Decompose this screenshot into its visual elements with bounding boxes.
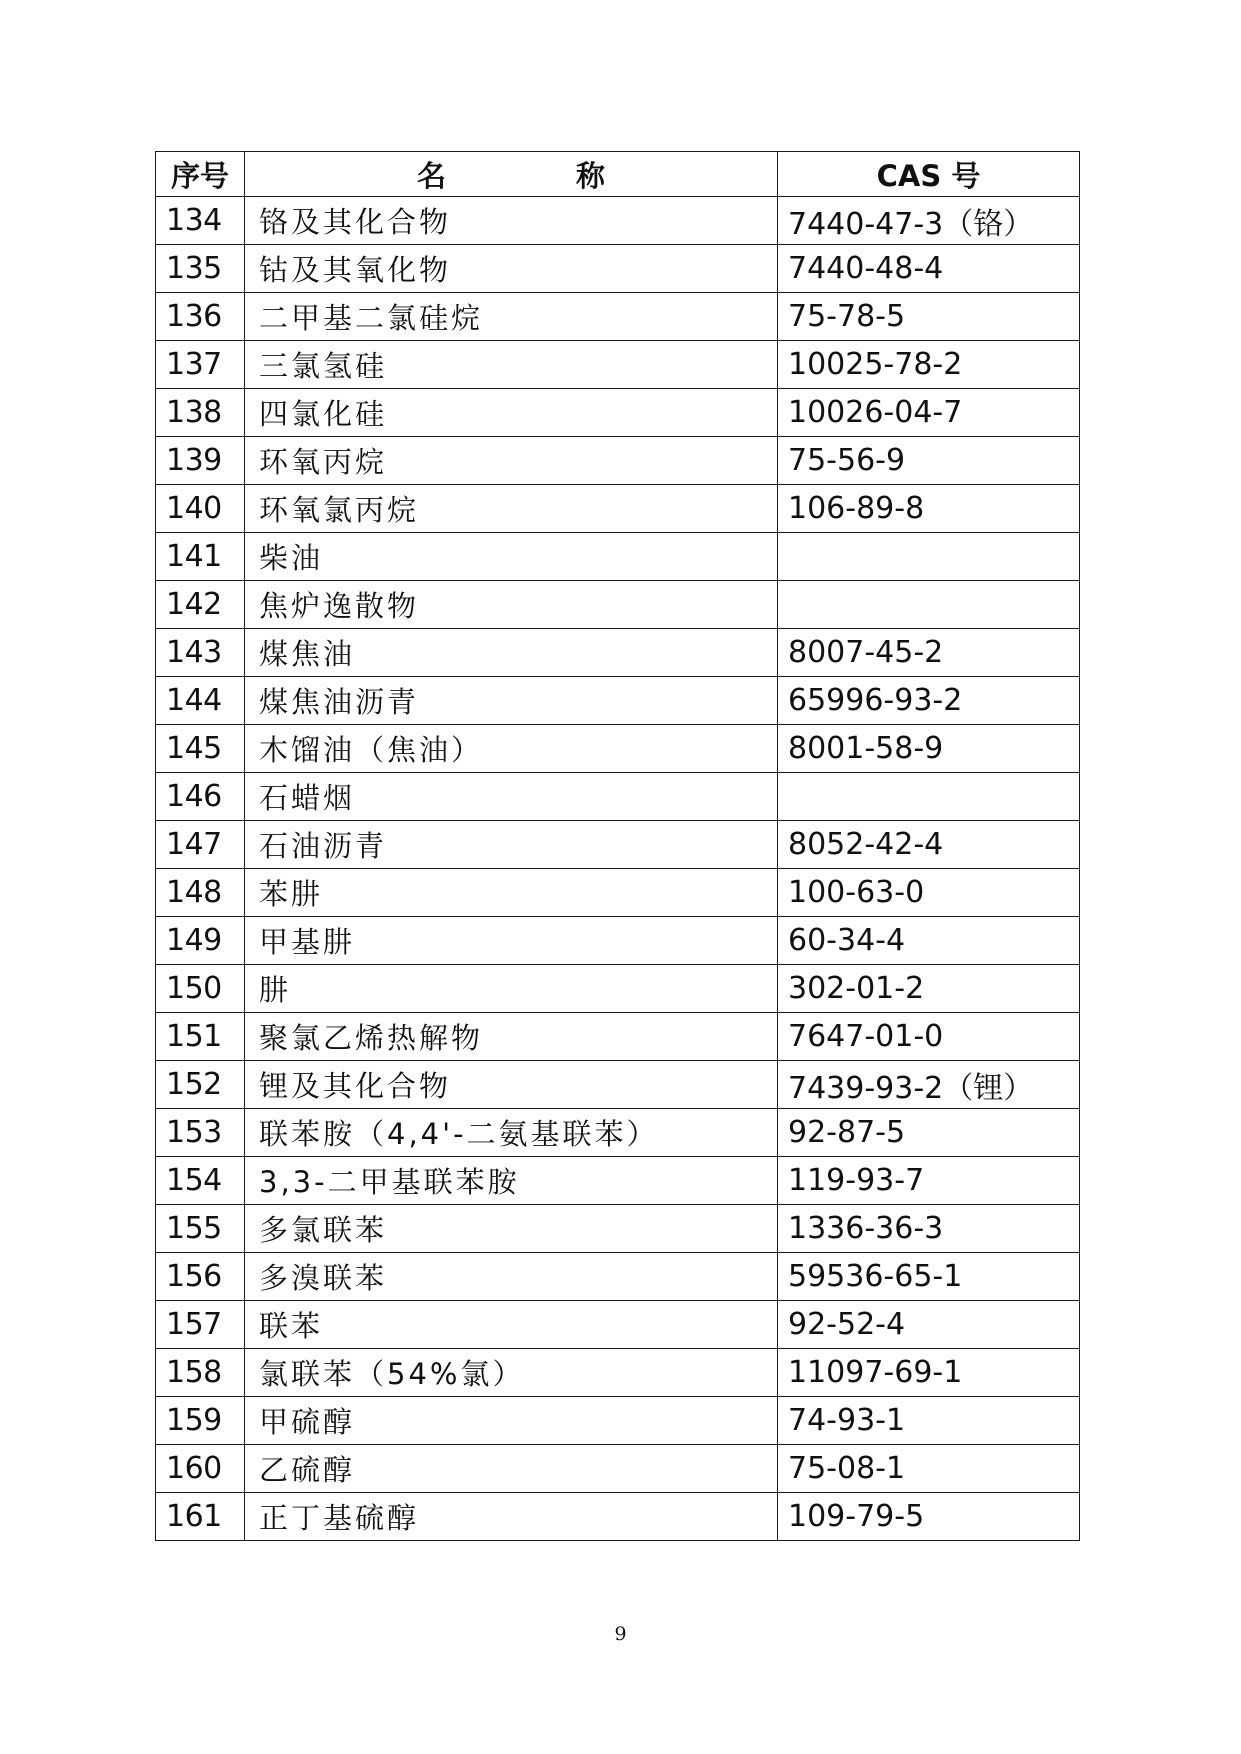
serial-number-cell: 153	[156, 1109, 245, 1157]
cas-number-cell	[778, 533, 1080, 581]
substance-name-cell: 钴及其氧化物	[245, 245, 778, 293]
table-row	[156, 821, 1080, 869]
cas-number-cell: 10026-04-7	[778, 389, 1080, 437]
table-row	[156, 1157, 1080, 1205]
cas-number-cell	[778, 773, 1080, 821]
serial-number-cell: 142	[156, 581, 245, 629]
substance-name-cell: 柴油	[245, 533, 778, 581]
cas-number-cell: 10025-78-2	[778, 341, 1080, 389]
cas-number-cell: 7647-01-0	[778, 1013, 1080, 1061]
serial-number-cell: 158	[156, 1349, 245, 1397]
substance-name-cell: 联苯	[245, 1301, 778, 1349]
table-row	[156, 869, 1080, 917]
table-row	[156, 1445, 1080, 1493]
cas-number-cell: 106-89-8	[778, 485, 1080, 533]
serial-number-cell: 149	[156, 917, 245, 965]
substance-name-cell: 3,3-二甲基联苯胺	[245, 1157, 778, 1205]
substance-name-cell: 煤焦油	[245, 629, 778, 677]
serial-number-cell: 139	[156, 437, 245, 485]
table-row	[156, 917, 1080, 965]
substance-name-cell: 铬及其化合物	[245, 197, 778, 245]
substance-name-cell: 乙硫醇	[245, 1445, 778, 1493]
table-row	[156, 533, 1080, 581]
cas-number-cell: 59536-65-1	[778, 1253, 1080, 1301]
substance-name-cell: 锂及其化合物	[245, 1061, 778, 1109]
table-row	[156, 725, 1080, 773]
cas-number-cell: 119-93-7	[778, 1157, 1080, 1205]
serial-number-cell: 150	[156, 965, 245, 1013]
cas-number-cell: 1336-36-3	[778, 1205, 1080, 1253]
cas-number-cell: 75-08-1	[778, 1445, 1080, 1493]
serial-number-cell: 143	[156, 629, 245, 677]
substance-name-cell: 石蜡烟	[245, 773, 778, 821]
substance-name-cell: 联苯胺（4,4'-二氨基联苯）	[245, 1109, 778, 1157]
substance-name-cell: 氯联苯（54%氯）	[245, 1349, 778, 1397]
serial-number-cell: 138	[156, 389, 245, 437]
cas-number-cell: 7440-48-4	[778, 245, 1080, 293]
substance-name-cell: 多溴联苯	[245, 1253, 778, 1301]
cas-number-cell: 109-79-5	[778, 1493, 1080, 1541]
cas-number-cell: 65996-93-2	[778, 677, 1080, 725]
substance-name-cell: 苯肼	[245, 869, 778, 917]
cas-number-cell: 8007-45-2	[778, 629, 1080, 677]
serial-number-cell: 161	[156, 1493, 245, 1541]
serial-number-cell: 156	[156, 1253, 245, 1301]
serial-number-cell: 140	[156, 485, 245, 533]
table-row	[156, 677, 1080, 725]
table-row	[156, 293, 1080, 341]
table-row	[156, 965, 1080, 1013]
table-row	[156, 245, 1080, 293]
cas-number-cell: 92-87-5	[778, 1109, 1080, 1157]
substance-name-cell: 正丁基硫醇	[245, 1493, 778, 1541]
table-row	[156, 581, 1080, 629]
table-row	[156, 1205, 1080, 1253]
substance-name-cell: 三氯氢硅	[245, 341, 778, 389]
serial-number-cell: 145	[156, 725, 245, 773]
substance-name-cell: 甲基肼	[245, 917, 778, 965]
cas-number-cell: 11097-69-1	[778, 1349, 1080, 1397]
serial-number-cell: 146	[156, 773, 245, 821]
table-row	[156, 1349, 1080, 1397]
table-row	[156, 1493, 1080, 1541]
table-row	[156, 1301, 1080, 1349]
substance-name-cell: 多氯联苯	[245, 1205, 778, 1253]
substance-name-cell: 环氧丙烷	[245, 437, 778, 485]
substance-name-cell: 聚氯乙烯热解物	[245, 1013, 778, 1061]
serial-number-cell: 154	[156, 1157, 245, 1205]
table-row	[156, 1253, 1080, 1301]
serial-number-cell: 155	[156, 1205, 245, 1253]
table-row	[156, 1109, 1080, 1157]
cas-number-cell	[778, 581, 1080, 629]
table-header-row	[156, 152, 1080, 197]
table-row	[156, 1061, 1080, 1109]
serial-number-cell: 152	[156, 1061, 245, 1109]
substance-name-cell: 环氧氯丙烷	[245, 485, 778, 533]
cas-number-cell: 74-93-1	[778, 1397, 1080, 1445]
cas-number-cell: 60-34-4	[778, 917, 1080, 965]
cas-number-cell: 75-78-5	[778, 293, 1080, 341]
chemical-table	[155, 151, 1080, 1541]
substance-name-cell: 肼	[245, 965, 778, 1013]
table-row	[156, 485, 1080, 533]
cas-number-cell: 8001-58-9	[778, 725, 1080, 773]
substance-name-cell: 石油沥青	[245, 821, 778, 869]
serial-number-cell: 157	[156, 1301, 245, 1349]
cas-number-cell: 7439-93-2（锂）	[778, 1061, 1080, 1109]
serial-number-cell: 144	[156, 677, 245, 725]
table-row	[156, 389, 1080, 437]
substance-name-cell: 木馏油（焦油）	[245, 725, 778, 773]
table-row	[156, 1013, 1080, 1061]
cas-number-cell: 75-56-9	[778, 437, 1080, 485]
cas-number-cell: 302-01-2	[778, 965, 1080, 1013]
table-row	[156, 437, 1080, 485]
header-cas-number: CAS 号	[778, 152, 1080, 197]
table-body	[156, 197, 1080, 1541]
cas-number-cell: 7440-47-3（铬）	[778, 197, 1080, 245]
serial-number-cell: 134	[156, 197, 245, 245]
table-row	[156, 197, 1080, 245]
serial-number-cell: 141	[156, 533, 245, 581]
cas-number-cell: 8052-42-4	[778, 821, 1080, 869]
serial-number-cell: 137	[156, 341, 245, 389]
header-name: 名 称	[245, 152, 778, 197]
substance-name-cell: 甲硫醇	[245, 1397, 778, 1445]
page-number: 9	[614, 1623, 627, 1645]
substance-name-cell: 二甲基二氯硅烷	[245, 293, 778, 341]
table-row	[156, 341, 1080, 389]
serial-number-cell: 135	[156, 245, 245, 293]
substance-name-cell: 四氯化硅	[245, 389, 778, 437]
substance-name-cell: 焦炉逸散物	[245, 581, 778, 629]
substance-name-cell: 煤焦油沥青	[245, 677, 778, 725]
serial-number-cell: 159	[156, 1397, 245, 1445]
table-row	[156, 773, 1080, 821]
serial-number-cell: 148	[156, 869, 245, 917]
table-row	[156, 629, 1080, 677]
serial-number-cell: 136	[156, 293, 245, 341]
cas-number-cell: 100-63-0	[778, 869, 1080, 917]
serial-number-cell: 147	[156, 821, 245, 869]
serial-number-cell: 160	[156, 1445, 245, 1493]
serial-number-cell: 151	[156, 1013, 245, 1061]
table-row	[156, 1397, 1080, 1445]
header-serial-number: 序号	[156, 152, 245, 197]
cas-number-cell: 92-52-4	[778, 1301, 1080, 1349]
